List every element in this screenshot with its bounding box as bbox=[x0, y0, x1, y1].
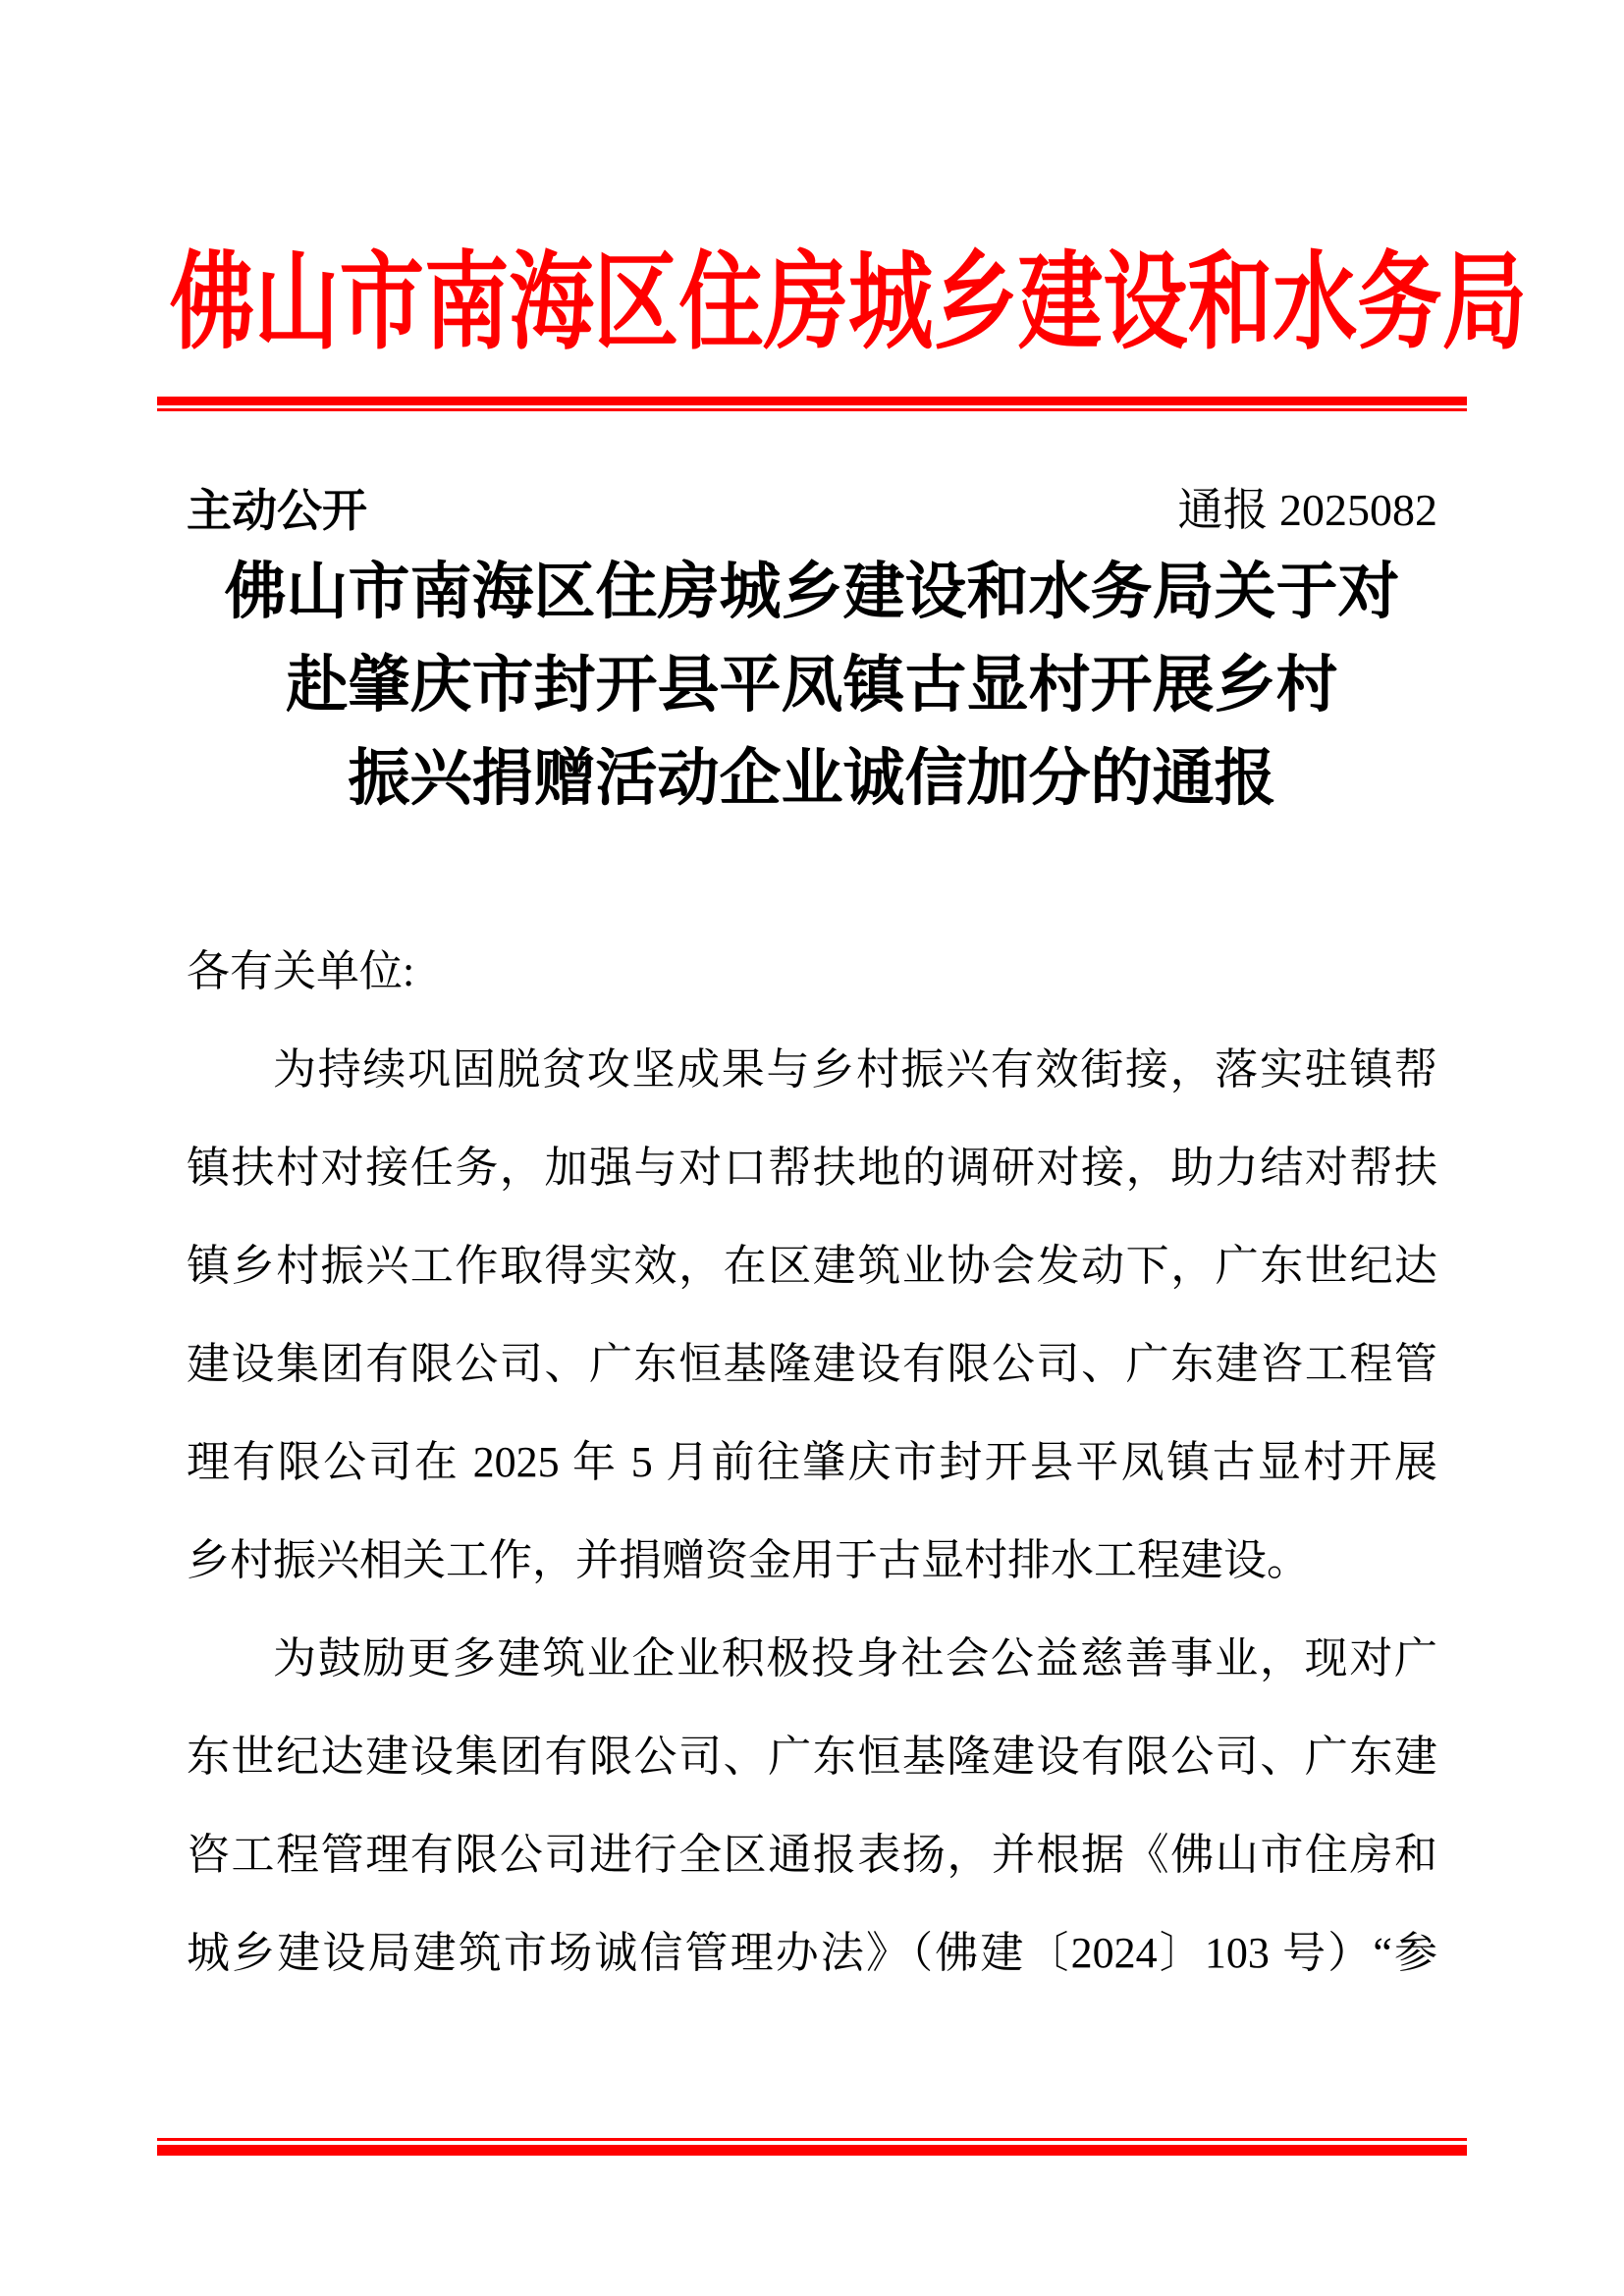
header-separator-thick-rule bbox=[157, 397, 1467, 405]
body-line: 为持续巩固脱贫攻坚成果与乡村振兴有效街接，落实驻镇帮 bbox=[273, 1045, 1437, 1094]
doc-title-line: 佛山市南海区住房城乡建设和水务局关于对 bbox=[224, 558, 1400, 626]
paragraph bbox=[187, 1610, 1437, 2002]
paragraph bbox=[187, 1021, 1437, 1610]
body-line: 乡村振兴相关工作，并捐赠资金用于古显村排水工程建设。 bbox=[187, 1536, 1310, 1584]
doc-title bbox=[0, 546, 1624, 826]
footer-separator bbox=[157, 2138, 1467, 2156]
body-line: 镇乡村振兴工作取得实效，在区建筑业协会发动下，广东世纪达 bbox=[187, 1242, 1437, 1290]
body-line: 为鼓励更多建筑业企业积极投身社会公益慈善事业，现对广 bbox=[273, 1634, 1437, 1682]
publicity-label: 主动公开 bbox=[187, 485, 367, 536]
header-separator-thin-rule bbox=[157, 408, 1467, 411]
body-line: 东世纪达建设集团有限公司、广东恒基隆建设有限公司、广东建 bbox=[187, 1733, 1437, 1781]
body-line: 咨工程管理有限公司进行全区通报表扬，并根据《佛山市住房和 bbox=[187, 1831, 1437, 1879]
doc-title-line: 赴肇庆市封开县平凤镇古显村开展乡村 bbox=[286, 651, 1338, 720]
body-line: 城乡建设局建筑市场诚信管理办法》（佛建〔2024〕103 号）“参 bbox=[187, 1929, 1437, 1977]
footer-separator-thick-rule bbox=[157, 2145, 1467, 2156]
meta-row bbox=[187, 483, 1437, 538]
doc-title-line: 振兴捐赠活动企业诚信加分的通报 bbox=[348, 744, 1276, 813]
doc-number: 通报 2025082 bbox=[1177, 485, 1437, 535]
agency-name: 佛山市南海区住房城乡建设和水务局 bbox=[169, 245, 1528, 362]
body-line: 建设集团有限公司、广东恒基隆建设有限公司、广东建咨工程管 bbox=[187, 1340, 1437, 1388]
header-separator bbox=[157, 397, 1467, 411]
footer-separator-thin-rule bbox=[157, 2138, 1467, 2141]
body-line: 理有限公司在 2025 年 5 月前往肇庆市封开县平凤镇古显村开展 bbox=[187, 1438, 1437, 1486]
salutation: 各有关单位: bbox=[187, 947, 415, 995]
paragraphs bbox=[187, 1021, 1437, 2002]
agency-masthead bbox=[0, 245, 1624, 363]
body-line: 镇扶村对接任务，加强与对口帮扶地的调研对接，助力结对帮扶 bbox=[187, 1144, 1437, 1192]
doc-body bbox=[187, 923, 1437, 2002]
